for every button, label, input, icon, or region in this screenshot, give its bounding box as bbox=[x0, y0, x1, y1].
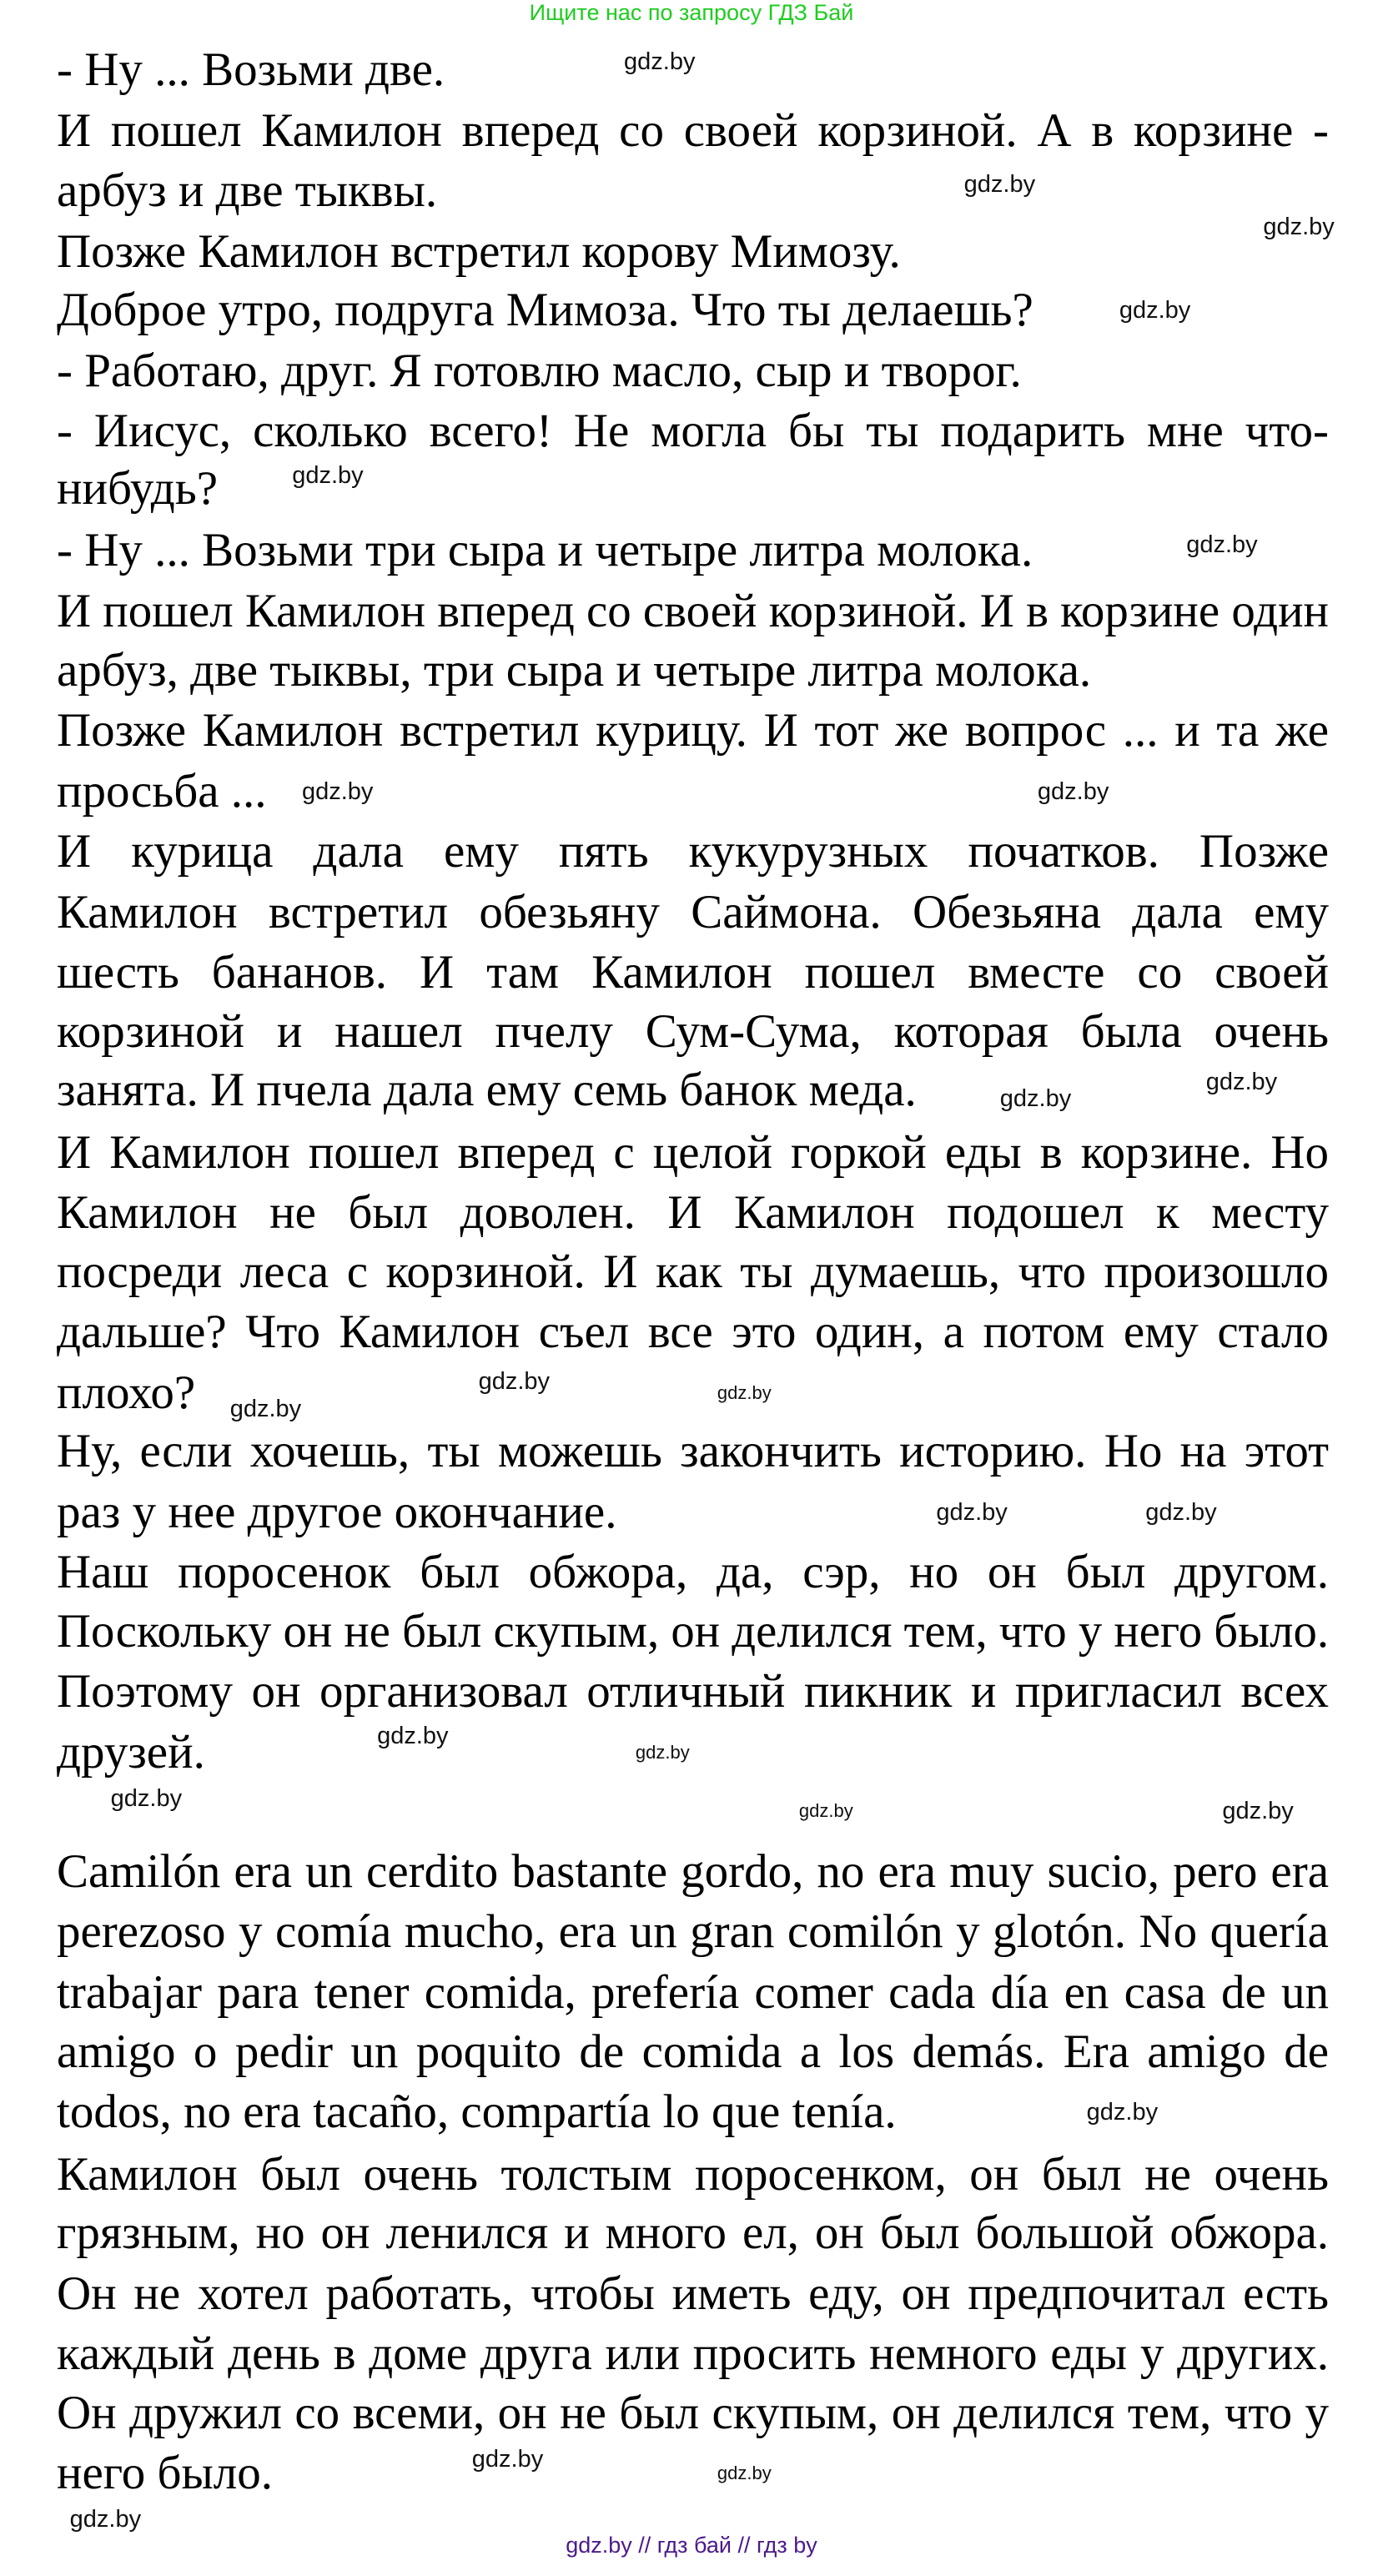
text-line: Доброе утро, подруга Мимоза. Что ты делаешь? bbox=[57, 284, 1033, 337]
text-line: Наш поросенок был обжора, да, сэр, но он был другом. bbox=[57, 1546, 1329, 1599]
text-line: грязным, но он ленился и много ел, он был большой обжора. bbox=[57, 2206, 1329, 2260]
watermark-text: gdz.by bbox=[624, 48, 696, 76]
text-line: todos, no era tacaño, compartía lo que tenía. bbox=[57, 2085, 897, 2139]
watermark-text: gdz.by bbox=[1086, 2099, 1159, 2126]
watermark-text: gdz.by bbox=[1186, 531, 1258, 558]
text-line: - Работаю, друг. Я готовлю масло, сыр и творог. bbox=[57, 344, 1022, 397]
text-line: И курица дала ему пять кукурузных початков. Позже bbox=[57, 825, 1329, 878]
watermark-text: gdz.by bbox=[999, 1084, 1072, 1112]
text-line: Camilón era un cerdito bastante gordo, no era muy sucio, pero era bbox=[57, 1844, 1329, 1898]
text-line: Поэтому он организовал отличный пикник и пригласил всех bbox=[57, 1665, 1329, 1718]
watermark-text: gdz.by bbox=[936, 1498, 1008, 1526]
text-line: Камилон был очень толстым поросенком, он был не очень bbox=[57, 2147, 1329, 2201]
text-line: друзей. bbox=[57, 1725, 205, 1779]
watermark-text: gdz.by bbox=[1263, 214, 1335, 241]
watermark-text: gdz.by bbox=[478, 1368, 551, 1396]
text-line: И Камилон пошел вперед с целой горкой еды в корзине. Но bbox=[57, 1125, 1329, 1179]
text-line: Позже Камилон встретил корову Мимозу. bbox=[57, 224, 901, 278]
text-line: Он дружил со всеми, он не был скупым, он делился тем, что у bbox=[57, 2386, 1329, 2439]
text-line: И пошел Камилон вперед со своей корзиной. А в корзине - bbox=[57, 103, 1329, 157]
text-line: - Ну ... Возьми две. bbox=[57, 43, 445, 97]
text-line: Камилон встретил обезьяну Саймона. Обезьяна дала ему bbox=[57, 885, 1329, 938]
watermark-text: gdz.by bbox=[471, 2445, 544, 2473]
text-line: посреди леса с корзиной. И как ты думаешь, что произошло bbox=[57, 1245, 1329, 1298]
text-line: арбуз и две тыквы. bbox=[57, 164, 438, 218]
watermark-text: gdz.by bbox=[229, 1396, 302, 1423]
footer-banner[interactable]: gdz.by // гдз бай // гдз by bbox=[566, 2533, 817, 2558]
text-line: занята. И пчела дала ему семь банок меда. bbox=[57, 1064, 917, 1117]
text-line: дальше? Что Камилон съел все это один, а потом ему стало bbox=[57, 1306, 1329, 1359]
watermark-text: gdz.by bbox=[1037, 777, 1109, 805]
text-line: amigo o pedir un poquito de comida a los demás. Era amigo de bbox=[57, 2025, 1329, 2078]
text-line: И пошел Камилон вперед со своей корзиной. И в корзине один bbox=[57, 584, 1329, 637]
text-line: просьба ... bbox=[57, 764, 267, 818]
text-line: trabajar para tener comida, prefería comer cada día en casa de un bbox=[57, 1966, 1329, 2019]
watermark-text: gdz.by bbox=[1119, 297, 1191, 325]
text-line: него было. bbox=[57, 2447, 274, 2500]
watermark-text: gdz.by bbox=[798, 1800, 853, 1822]
watermark-text: gdz.by bbox=[635, 1741, 690, 1763]
text-line: Позже Камилон встретил курицу. И тот же вопрос ... и та же bbox=[57, 704, 1329, 757]
header-banner[interactable]: Ищите нас по запросу ГДЗ Бай bbox=[529, 0, 854, 25]
text-line: корзиной и нашел пчелу Сум-Сума, которая была очень bbox=[57, 1004, 1329, 1058]
text-line: Он не хотел работать, чтобы иметь еду, он предпочитал есть bbox=[57, 2267, 1329, 2320]
watermark-text: gdz.by bbox=[110, 1784, 183, 1812]
watermark-text: gdz.by bbox=[69, 2506, 142, 2533]
watermark-text: gdz.by bbox=[377, 1723, 449, 1750]
text-line: Камилон не был доволен. И Камилон подошел к месту bbox=[57, 1186, 1329, 1240]
watermark-text: gdz.by bbox=[1145, 1498, 1217, 1526]
watermark-text: gdz.by bbox=[301, 777, 374, 805]
text-line: плохо? bbox=[57, 1366, 196, 1419]
text-line: - Ну ... Возьми три сыра и четыре литра молока. bbox=[57, 524, 1033, 577]
watermark-text: gdz.by bbox=[292, 462, 364, 490]
text-line: раз у нее другое окончание. bbox=[57, 1485, 617, 1538]
text-line: Поскольку он не был скупым, он делился тем, что у него было. bbox=[57, 1604, 1329, 1658]
text-line: Ну, если хочешь, ты можешь закончить историю. Но на этот bbox=[57, 1425, 1329, 1478]
text-line: нибудь? bbox=[57, 461, 219, 515]
text-line: арбуз, две тыквы, три сыра и четыре литра молока. bbox=[57, 643, 1092, 697]
text-line: шесть бананов. И там Камилон пошел вместе со своей bbox=[57, 946, 1329, 999]
text-line: - Иисус, сколько всего! Не могла бы ты подарить мне что- bbox=[57, 405, 1329, 458]
watermark-text: gdz.by bbox=[1222, 1798, 1294, 1825]
watermark-text: gdz.by bbox=[717, 2463, 772, 2484]
watermark-text: gdz.by bbox=[1205, 1069, 1278, 1096]
text-line: perezoso y comía mucho, era un gran comilón y glotón. No quería bbox=[57, 1905, 1329, 1959]
watermark-text: gdz.by bbox=[717, 1381, 772, 1403]
watermark-text: gdz.by bbox=[963, 171, 1036, 199]
text-line: каждый день в доме друга или просить немного еды у других. bbox=[57, 2327, 1329, 2381]
